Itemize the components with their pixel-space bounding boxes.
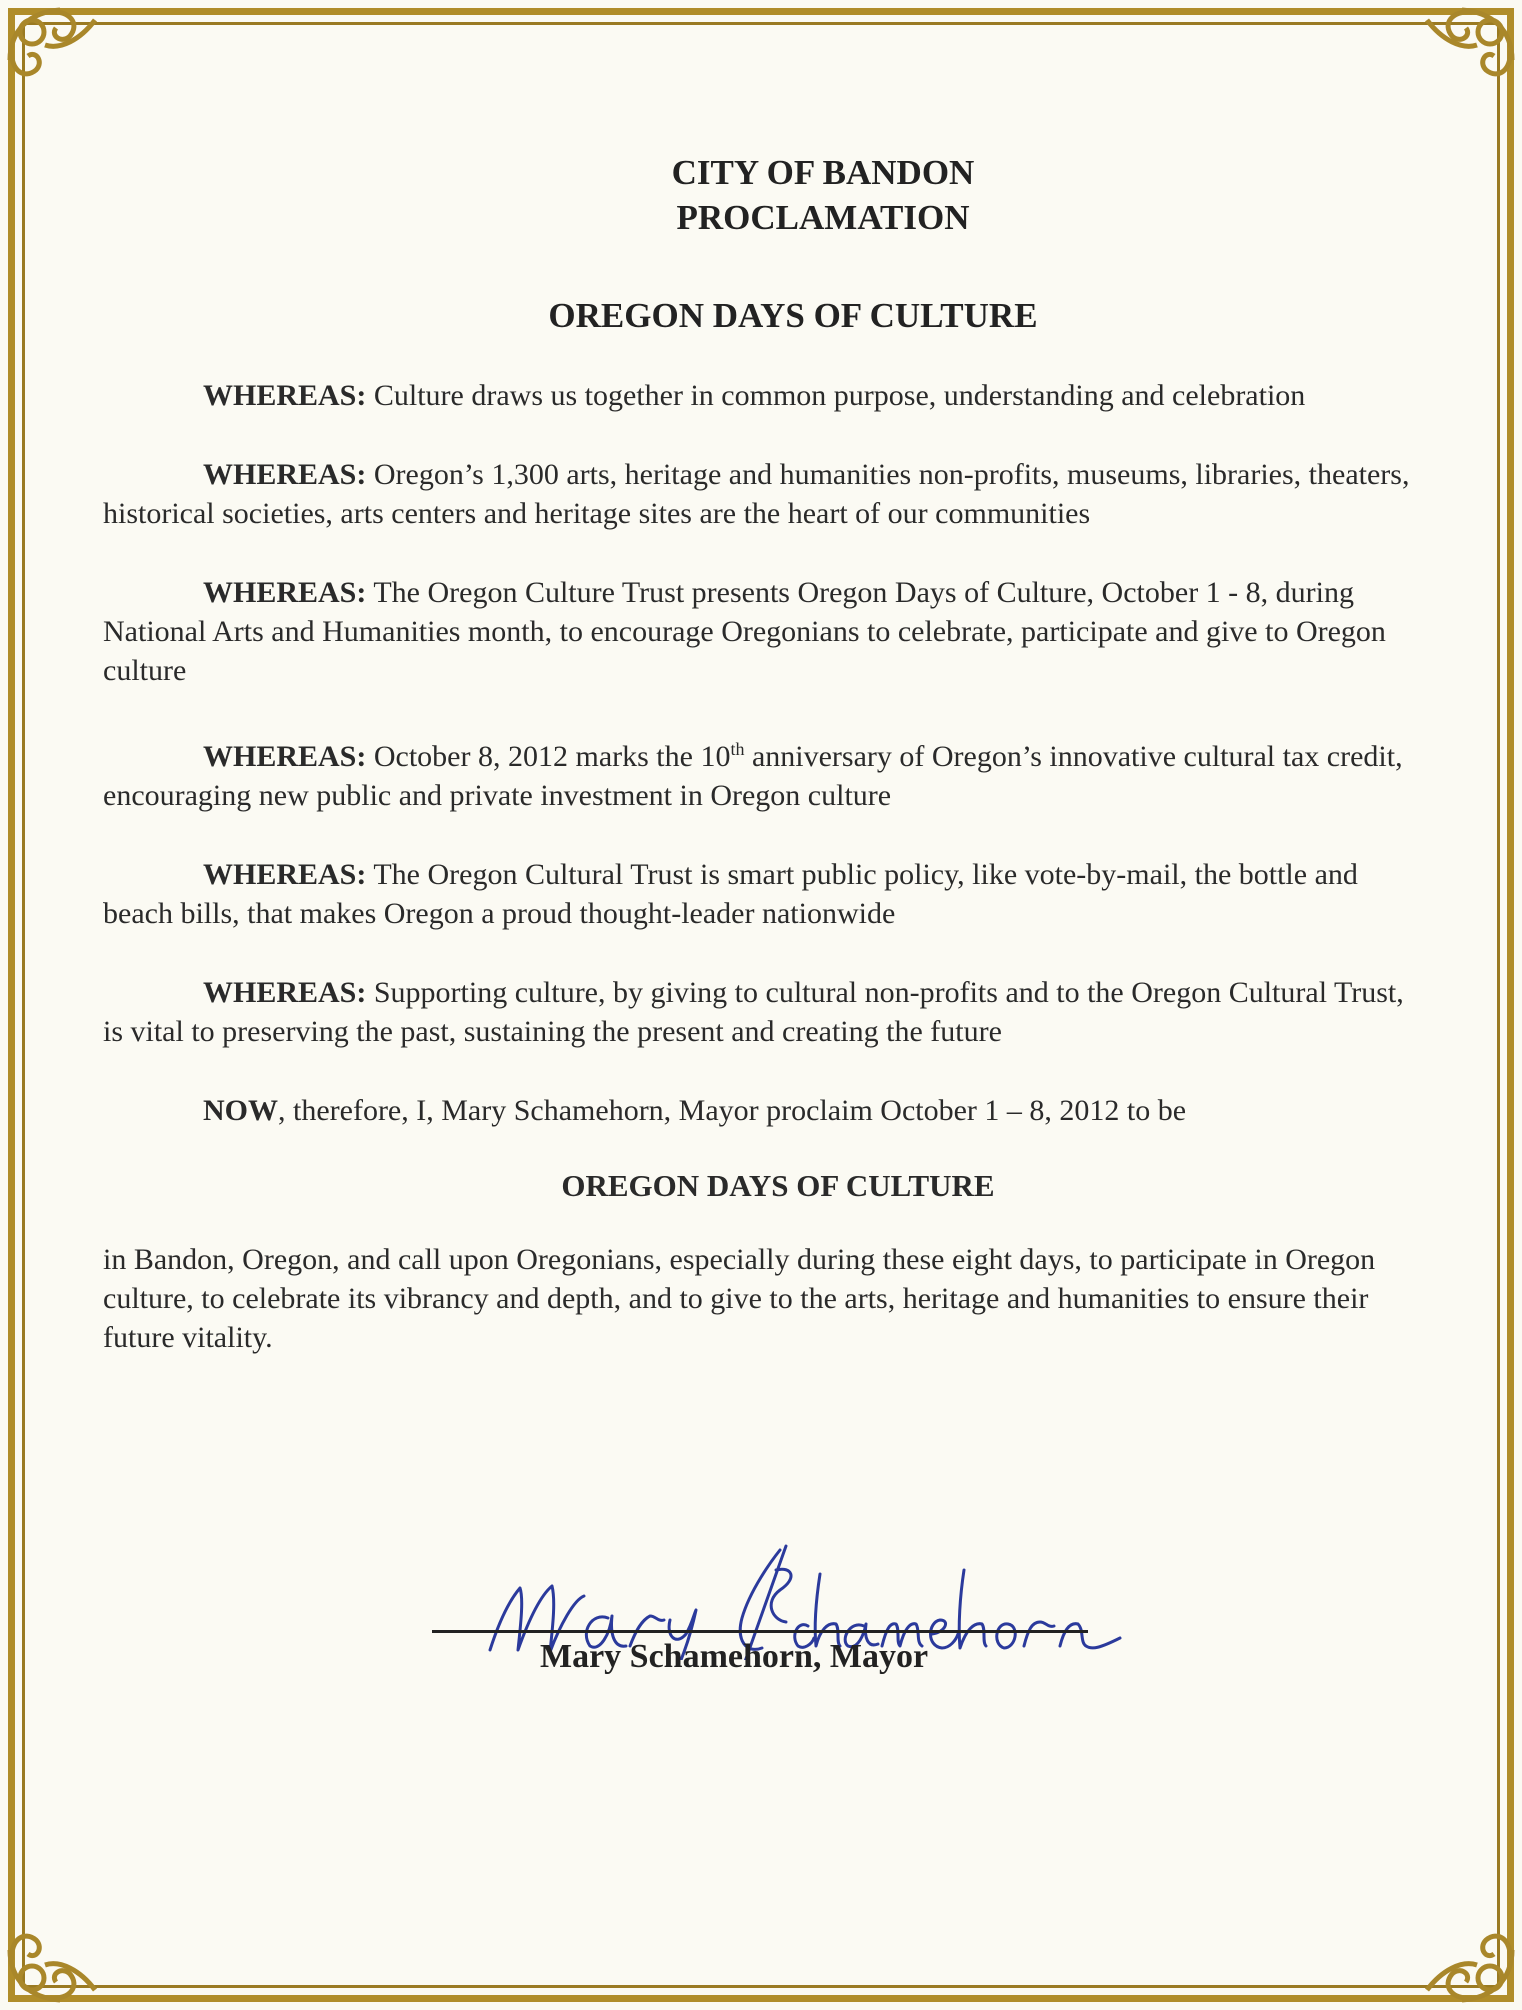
whereas-text: Culture draws us together in common purpose, understanding and celebration <box>373 379 1306 412</box>
whereas-paragraph <box>103 730 1423 815</box>
proclamation-title: OREGON DAYS OF CULTURE <box>548 296 1038 335</box>
whereas-label: WHEREAS: <box>203 576 367 609</box>
whereas-label: WHEREAS: <box>203 458 367 491</box>
whereas-text: The Oregon Cultural Trust is smart public policy, like vote-by-mail, the bottle and beach bills, that makes Oregon a proud thought-leader nationwide <box>103 858 1358 930</box>
ordinal-suffix: th <box>730 739 745 759</box>
signature-block <box>430 1530 1210 1690</box>
corner-flourish-icon <box>1412 0 1522 110</box>
proclamation-body <box>103 150 1423 1357</box>
proclamation-title-repeat: OREGON DAYS OF CULTURE <box>561 1168 995 1203</box>
whereas-label: WHEREAS: <box>203 858 367 891</box>
corner-flourish-icon <box>0 0 110 110</box>
whereas-text: anniversary of Oregon’s innovative cultural tax credit, encouraging new public and private investment in Oregon culture <box>103 740 1403 812</box>
whereas-label: WHEREAS: <box>203 976 367 1009</box>
signature-line <box>432 1630 1088 1633</box>
closing-paragraph: in Bandon, Oregon, and call upon Oregonians, especially during these eight days, to participate in Oregon culture, to celebrate its vibrancy and depth, and to give to the arts, heritage and humanities to ensure their future vitality. <box>103 1243 1376 1354</box>
whereas-text: The Oregon Culture Trust presents Oregon Days of Culture, October 1 - 8, during National Arts and Humanities month, to encourage Oregonians to celebrate, participate and give to Oregon culture <box>103 576 1386 687</box>
now-therefore-paragraph <box>103 1091 1423 1130</box>
signer-name: Mary Schamehorn, Mayor <box>540 1638 929 1675</box>
whereas-paragraph <box>103 376 1423 415</box>
whereas-text: Supporting culture, by giving to cultural non-profits and to the Oregon Cultural Trust, is vital to preserving the past, sustaining the present and creating the future <box>103 976 1404 1048</box>
whereas-paragraph <box>103 573 1423 690</box>
whereas-label: WHEREAS: <box>203 379 367 412</box>
whereas-label: WHEREAS: <box>203 740 367 773</box>
now-label: NOW <box>203 1094 278 1127</box>
corner-flourish-icon <box>1412 1900 1522 2010</box>
whereas-paragraph <box>103 455 1423 533</box>
whereas-text: Oregon’s 1,300 arts, heritage and humanities non-profits, museums, libraries, theaters, historical societies, arts centers and heritage sites are the heart of our communities <box>103 458 1410 530</box>
proclamation-heading: PROCLAMATION <box>676 198 970 237</box>
whereas-paragraph <box>103 973 1423 1051</box>
corner-flourish-icon <box>0 1900 110 2010</box>
city-heading: CITY OF BANDON <box>671 153 975 192</box>
now-text: , therefore, I, Mary Schamehorn, Mayor proclaim October 1 – 8, 2012 to be <box>278 1094 1187 1127</box>
whereas-paragraph <box>103 855 1423 933</box>
whereas-text: October 8, 2012 marks the 10 <box>373 740 731 773</box>
